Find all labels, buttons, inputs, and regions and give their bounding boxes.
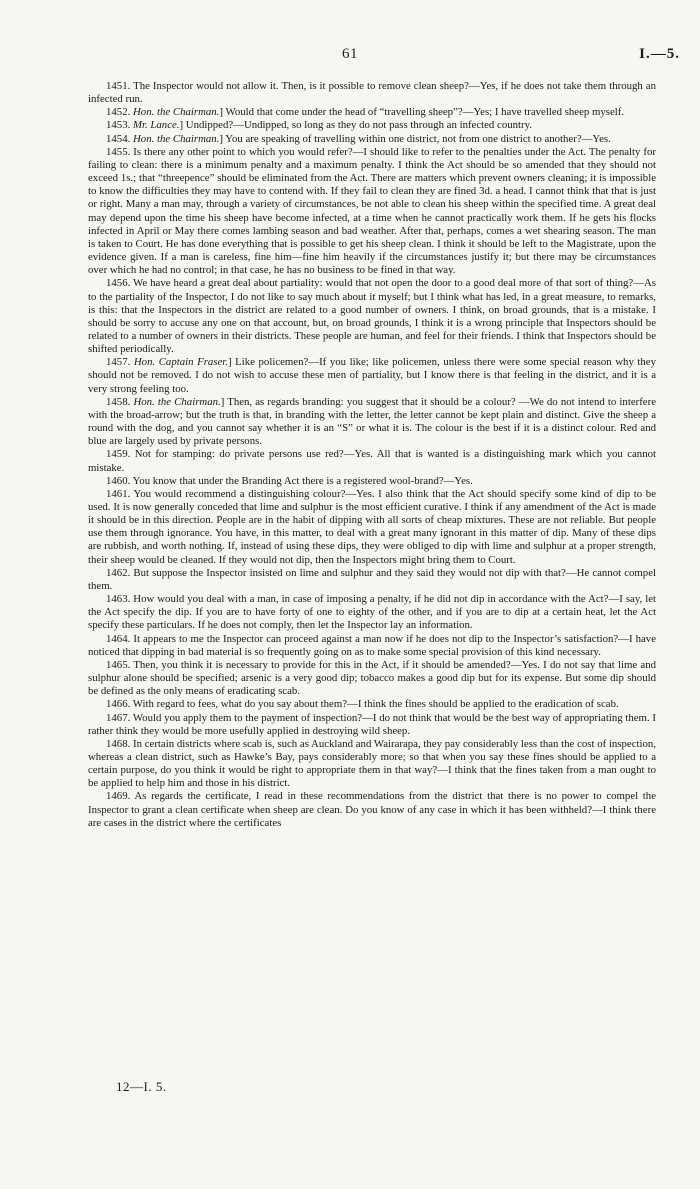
paragraph-text: 1468. In certain districts where scab is, such as Auckland and Wairarapa, they pay considerably less than the cost of inspection, whereas a clean district, such as Hawke’s Bay, pays considerably more; so that when you say these fines should be applied to a certain purpose, do you think it would be right to appropriate them in that way?—I think that the fines taken from a man ought to be applied to help him and those in his district. (88, 737, 656, 790)
question-number: 1453. (106, 119, 133, 132)
paragraph-text: 1465. Then, you think it is necessary to provide for this in the Act, if it should be amended?—Yes. I do not say that lime and sulphur alone should be specified; arsenic is a very good dip; tobacco makes a good dip but for its expense. But some dip should be defined as the only means of eradicating scab. (88, 658, 656, 698)
printer-signature: 12—I. 5. (116, 1079, 167, 1094)
speaker-name: Mr. Lance. (133, 119, 180, 132)
question-paragraph (88, 488, 656, 567)
question-paragraph (88, 738, 656, 791)
paragraph-text: ] Undipped?—Undipped, so long as they do not pass through an infected country. (179, 119, 533, 132)
question-paragraph (88, 119, 656, 132)
paragraph-text: 1456. We have heard a great deal about partiality: would that not open the door to a good deal more of that sort of thing?—As to the partiality of the Inspector, I do not like to say much about it myself; but I think what has led, in a great measure, to remarks, is this: that the Inspectors in the district are related to a good number of owners. I think, on broad grounds, that is a mistake. I should be sorry to accuse any one on that account, but, on broad grounds, I think it is a wrong principle that Inspectors should be related to a number of owners in their districts. These people are human, and feel for their friends. I think that Inspectors should be shifted periodically. (88, 277, 656, 356)
speaker-name: Hon. Captain Fraser. (133, 356, 228, 369)
question-paragraph (88, 567, 656, 593)
question-number: 1457. (106, 356, 134, 369)
question-paragraph (88, 396, 656, 449)
page-reference: I.—5. (639, 46, 680, 62)
question-paragraph (88, 277, 656, 356)
paragraph-text: 1469. As regards the certificate, I read in these recommendations from the district that there is no power to compel the Inspector to grant a clean certificate when sheep are clean. Do you know of any case in which it has been withheld?—I think there are cases in the district where the certificates (88, 790, 656, 829)
question-paragraph (88, 106, 656, 119)
paragraph-text: 1467. Would you apply them to the payment of inspection?—I do not think that would be the best way of appropriating them. I rather think they would be more usefully applied in destroying wild sheep. (88, 711, 656, 737)
speaker-name: Hon. the Chairman. (133, 132, 220, 145)
question-paragraph (88, 146, 656, 278)
paragraph-text: ] Like policemen?—If you like; like policemen, unless there were some special reason why they should not be removed. I do not wish to accuse these men of partiality, but I know there is that feeling in the district, and it is a very strong feeling too. (88, 356, 656, 395)
page-number: 61 (342, 46, 358, 62)
question-number: 1454. (106, 132, 133, 145)
speaker-name: Hon. the Chairman. (133, 106, 220, 119)
paragraph-text: 1460. You know that under the Branding Act there is a registered wool-brand?—Yes. (106, 474, 473, 487)
paragraph-text: 1451. The Inspector would not allow it. Then, is it possible to remove clean sheep?—Yes, if he does not take them through an infected run. (88, 80, 656, 106)
question-paragraph (88, 80, 656, 106)
question-paragraph (88, 133, 656, 146)
question-paragraph (88, 356, 656, 395)
question-paragraph (88, 659, 656, 698)
question-paragraph (88, 712, 656, 738)
paragraph-text: 1463. How would you deal with a man, in case of imposing a penalty, if he did not dip in accordance with the Act?—I say, let the Act specify the dip. If you are to have forty of one to eighty of the other, and if you are to dip at a certain heat, let the Act specify these particulars. If he does not comply, then let the Inspector lay an information. (88, 593, 656, 632)
question-paragraph (88, 698, 656, 711)
paragraph-text: 1459. Not for stamping: do private persons use red?—Yes. All that is wanted is a distinguishing mark which you cannot mistake. (88, 448, 656, 474)
question-paragraph (88, 448, 656, 474)
question-paragraph (88, 475, 656, 488)
document-body (88, 80, 656, 830)
paragraph-text: 1462. But suppose the Inspector insisted on lime and sulphur and they said they would not dip with that?—He cannot compel them. (88, 566, 656, 592)
question-number: 1452. (106, 106, 133, 119)
paragraph-text: ] Would that come under the head of “travelling sheep”?—Yes; I have travelled sheep myself. (219, 106, 625, 119)
question-paragraph (88, 593, 656, 632)
paragraph-text: 1464. It appears to me the Inspector can proceed against a man now if he does not dip to the Inspector’s satisfaction?—I have noticed that dipping in bad material is so frequently going on as to make some special provision of this kind necessary. (88, 632, 656, 658)
paragraph-text: 1455. Is there any other point to which you would refer?—I should like to refer to the penalties under the Act. The penalty for failing to clean: there is a minimum penalty and a maximum penalty. I think the Act should be so amended that they should not exceed 1s.; that “threepence” should be eliminated from the Act. There are matters which prevent owners cleaning; it is impossible to know the difficulties they may have to contend with. If they fail to clean they are fined 3d. a head. I cannot think that that is just or right. Many a man may, through a variety of circumstances, be not able to clean his sheep within the specified time. A great deal may depend upon the time his sheep have become infected, at a time when he cannot practically work them. If he gets his flocks infected in April or May there comes lambing season and bad weather. After that, perhaps, comes a wet shearing season. The man is taken to Court. He has done everything that is possible to get his sheep clean. I think it should be left to the Magistrate, upon the evidence given. If a man is careless, fine him—fine him heavily if the circumstances justify it; but there may be circumstances over which he had no control; in that case, he has no business to be fined in that way. (88, 145, 656, 277)
paragraph-text: 1461. You would recommend a distinguishing colour?—Yes. I also think that the Act should specify some kind of dip to be used. It is now generally conceded that lime and sulphur is the most efficient curative. I think if any amendment of the Act is made it should be in this direction. People are in the habit of dipping with all sorts of cheap mixtures. These are not reliable. But people use them through ignorance. You have, in this matter, to deal with a great many ignorant in this matter of dip. Many of these dips are rubbish, and worth nothing. If, instead of using these dips, they were obliged to dip with lime and sulphur at a proper strength, their sheep would be cleaned. If they would not dip, then the Inspectors might bring them to Court. (88, 487, 656, 566)
speaker-name: Hon. the Chairman. (133, 395, 221, 408)
question-number: 1458. (106, 395, 134, 408)
question-paragraph (88, 633, 656, 659)
paragraph-text: ] Then, as regards branding: you suggest that it should be a colour? —We do not intend to interfere with the broad-arrow; but the truth is that, in branding with the letter, the letter cannot be kept plain and distinct. Give the sheep a round with the dog, and you cannot say whether it is an “S” or what it is. The colour is the best if it is a distinct colour. Red and blue are largely used by private persons. (88, 395, 656, 448)
page-header (0, 46, 700, 70)
paragraph-text: ] You are speaking of travelling within one district, not from one district to another?—Yes. (219, 132, 611, 145)
paragraph-text: 1466. With regard to fees, what do you say about them?—I think the fines should be applied to the eradication of scab. (106, 698, 619, 711)
question-paragraph (88, 790, 656, 829)
